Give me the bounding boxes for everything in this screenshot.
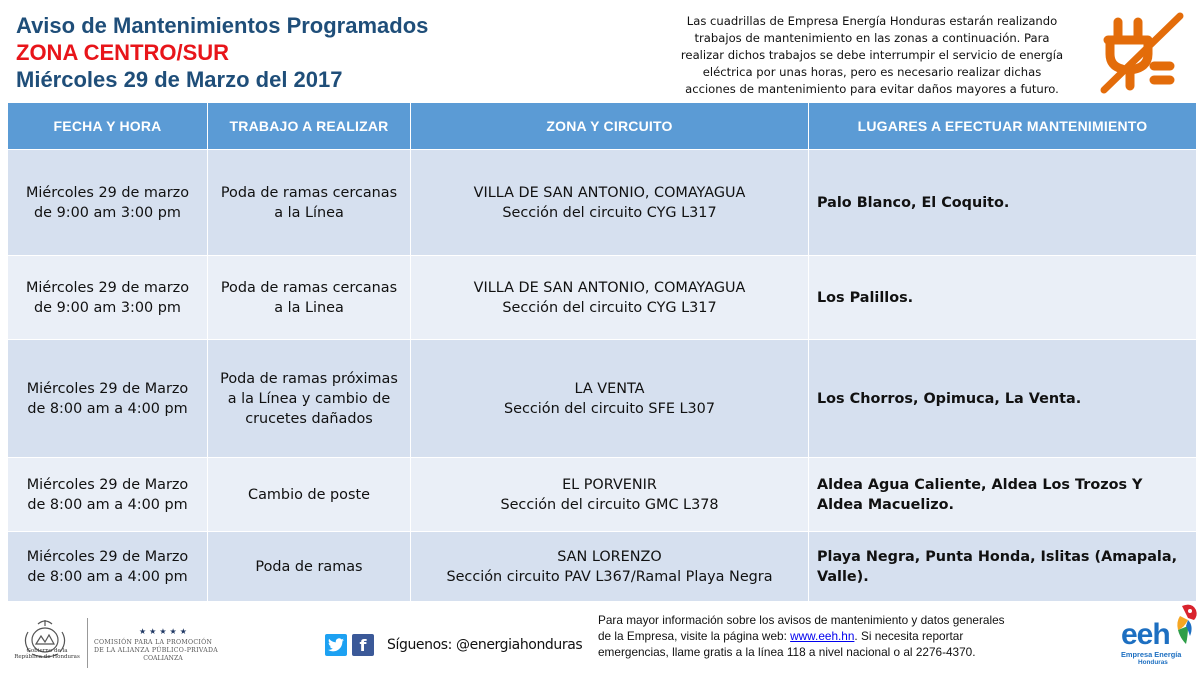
- cell-line: Poda de ramas cercanas: [220, 279, 398, 296]
- cell-line: Los Chorros, Opimuca, La Venta.: [817, 390, 1082, 407]
- table-header-row: [8, 103, 1197, 150]
- cell-line: Miércoles 29 de marzo: [25, 184, 190, 201]
- gov-caption: [14, 648, 80, 660]
- cell-line: de 9:00 am 3:00 pm: [34, 299, 181, 316]
- places-cell: [809, 532, 1197, 602]
- coalianza-stars: ★★★★★: [139, 627, 190, 636]
- eeh-logo: [1118, 600, 1200, 675]
- cell-line: Miércoles 29 de Marzo: [26, 380, 189, 397]
- places-cell: [809, 340, 1197, 458]
- cell-line: Valle).: [817, 568, 869, 585]
- cell-line: EL PORVENIR: [562, 476, 657, 493]
- cell-line: de 8:00 am a 4:00 pm: [27, 568, 188, 585]
- cell-line: SAN LORENZO: [557, 548, 662, 565]
- cell-line: Sección circuito PAV L367/Ramal Playa Negra: [446, 568, 773, 585]
- zone-cell: [411, 256, 809, 340]
- zone-cell: [411, 532, 809, 602]
- brand-word: eeh: [1121, 618, 1170, 651]
- work-cell: [208, 256, 411, 340]
- date-cell: [8, 150, 208, 256]
- date-cell: [8, 532, 208, 602]
- honduras-coat-of-arms-icon: [14, 616, 76, 668]
- table-row: [8, 340, 1197, 458]
- zone-cell: [411, 340, 809, 458]
- work-cell: [208, 340, 411, 458]
- col-header-places: LUGARES A EFECTUAR MANTENIMIENTO: [809, 103, 1197, 150]
- date-cell: [8, 340, 208, 458]
- intro-line: eléctrica por unas horas, pero es necesario realizar dichas: [702, 65, 1042, 79]
- gov-caption-line: República de Honduras: [14, 654, 80, 660]
- cell-line: a la Línea: [274, 204, 344, 221]
- title-block: [16, 12, 428, 93]
- cell-line: VILLA DE SAN ANTONIO, COMAYAGUA: [473, 279, 746, 296]
- cell-line: Cambio de poste: [248, 486, 370, 503]
- places-cell: [809, 150, 1197, 256]
- info-text: de la Empresa, visite la página web:: [598, 629, 791, 643]
- notice-header: [0, 0, 1200, 100]
- date-cell: [8, 458, 208, 532]
- table-row: [8, 532, 1197, 602]
- work-cell: [208, 532, 411, 602]
- cell-line: Los Palillos.: [817, 289, 914, 306]
- zone-cell: [411, 458, 809, 532]
- cell-line: Aldea Agua Caliente, Aldea Los Trozos Y: [817, 476, 1143, 493]
- coalianza-line: DE LA ALIANZA PÚBLICO-PRIVADA: [94, 647, 219, 654]
- cell-line: a la Línea y cambio de: [227, 390, 391, 407]
- zone-title: ZONA CENTRO/SUR: [16, 40, 230, 65]
- intro-line: realizar dichos trabajos se debe interrumpir el servicio de energía: [680, 48, 1064, 62]
- notice-footer: [0, 600, 1200, 675]
- intro-line: trabajos de mantenimiento en las zonas a continuación. Para: [694, 31, 1050, 45]
- info-text: . Si necesita reportar: [854, 629, 964, 643]
- brand-country: Honduras: [1138, 659, 1168, 666]
- cell-line: crucetes dañados: [245, 410, 373, 427]
- twitter-icon[interactable]: [325, 634, 347, 656]
- cell-line: Poda de ramas cercanas: [220, 184, 398, 201]
- facebook-icon[interactable]: f: [352, 634, 374, 656]
- cell-line: Miércoles 29 de Marzo: [26, 548, 189, 565]
- date-title: Miércoles 29 de Marzo del 2017: [16, 67, 343, 92]
- cell-line: Playa Negra, Punta Honda, Islitas (Amapala,: [817, 548, 1178, 565]
- cell-line: Palo Blanco, El Coquito.: [817, 194, 1010, 211]
- table-row: [8, 150, 1197, 256]
- zone-cell: [411, 150, 809, 256]
- intro-text: [672, 13, 1072, 98]
- table-row: [8, 256, 1197, 340]
- intro-line: acciones de mantenimiento para evitar daños mayores a futuro.: [685, 82, 1059, 96]
- cell-line: de 8:00 am a 4:00 pm: [27, 400, 188, 417]
- cell-line: de 8:00 am a 4:00 pm: [27, 496, 188, 513]
- cell-line: Sección del circuito CYG L317: [502, 204, 717, 221]
- work-cell: [208, 150, 411, 256]
- info-line: Para mayor información sobre los avisos de mantenimiento y datos generales: [598, 613, 1005, 627]
- col-header-work: TRABAJO A REALIZAR: [208, 103, 411, 150]
- places-cell: [809, 458, 1197, 532]
- coalianza-text: [94, 639, 232, 663]
- info-line: emergencias, llame gratis a la línea 118 a nivel nacional o al 2276-4370.: [598, 645, 976, 659]
- cell-line: LA VENTA: [574, 380, 645, 397]
- social-links: [325, 632, 582, 658]
- website-link[interactable]: www.eeh.hn: [790, 629, 855, 643]
- maintenance-table: [7, 102, 1197, 602]
- cell-line: Poda de ramas: [255, 558, 363, 575]
- col-header-date: FECHA Y HORA: [8, 103, 208, 150]
- coalianza-line: COMISIÓN PARA LA PROMOCIÓN: [94, 639, 213, 646]
- cell-line: Miércoles 29 de Marzo: [26, 476, 189, 493]
- cell-line: de 9:00 am 3:00 pm: [34, 204, 181, 221]
- contact-info: [598, 612, 1038, 660]
- cell-line: VILLA DE SAN ANTONIO, COMAYAGUA: [473, 184, 746, 201]
- info-line: [598, 628, 1038, 644]
- page-title: Aviso de Mantenimientos Programados: [16, 13, 429, 38]
- places-cell: [809, 256, 1197, 340]
- col-header-zone: ZONA Y CIRCUITO: [411, 103, 809, 150]
- work-cell: [208, 458, 411, 532]
- logo-divider: [87, 618, 88, 668]
- gov-caption-line: Gobierno de la: [26, 648, 68, 654]
- cell-line: Sección del circuito SFE L307: [504, 400, 715, 417]
- cell-line: Sección del circuito CYG L317: [502, 299, 717, 316]
- follow-handle[interactable]: Síguenos: @energiahonduras: [387, 637, 583, 653]
- intro-line: Las cuadrillas de Empresa Energía Honduras estarán realizando: [686, 14, 1058, 28]
- cell-line: Miércoles 29 de marzo: [25, 279, 190, 296]
- coalianza-line: COALIANZA: [143, 655, 183, 662]
- cell-line: a la Linea: [274, 299, 344, 316]
- date-cell: [8, 256, 208, 340]
- unplugged-plug-icon: [1096, 10, 1186, 94]
- cell-line: Aldea Macuelizo.: [817, 496, 955, 513]
- brand-name: Empresa Energía: [1121, 650, 1182, 659]
- cell-line: Sección del circuito GMC L378: [500, 496, 719, 513]
- cell-line: Poda de ramas próximas: [220, 370, 398, 387]
- macaw-icon: [1168, 602, 1200, 646]
- table-row: [8, 458, 1197, 532]
